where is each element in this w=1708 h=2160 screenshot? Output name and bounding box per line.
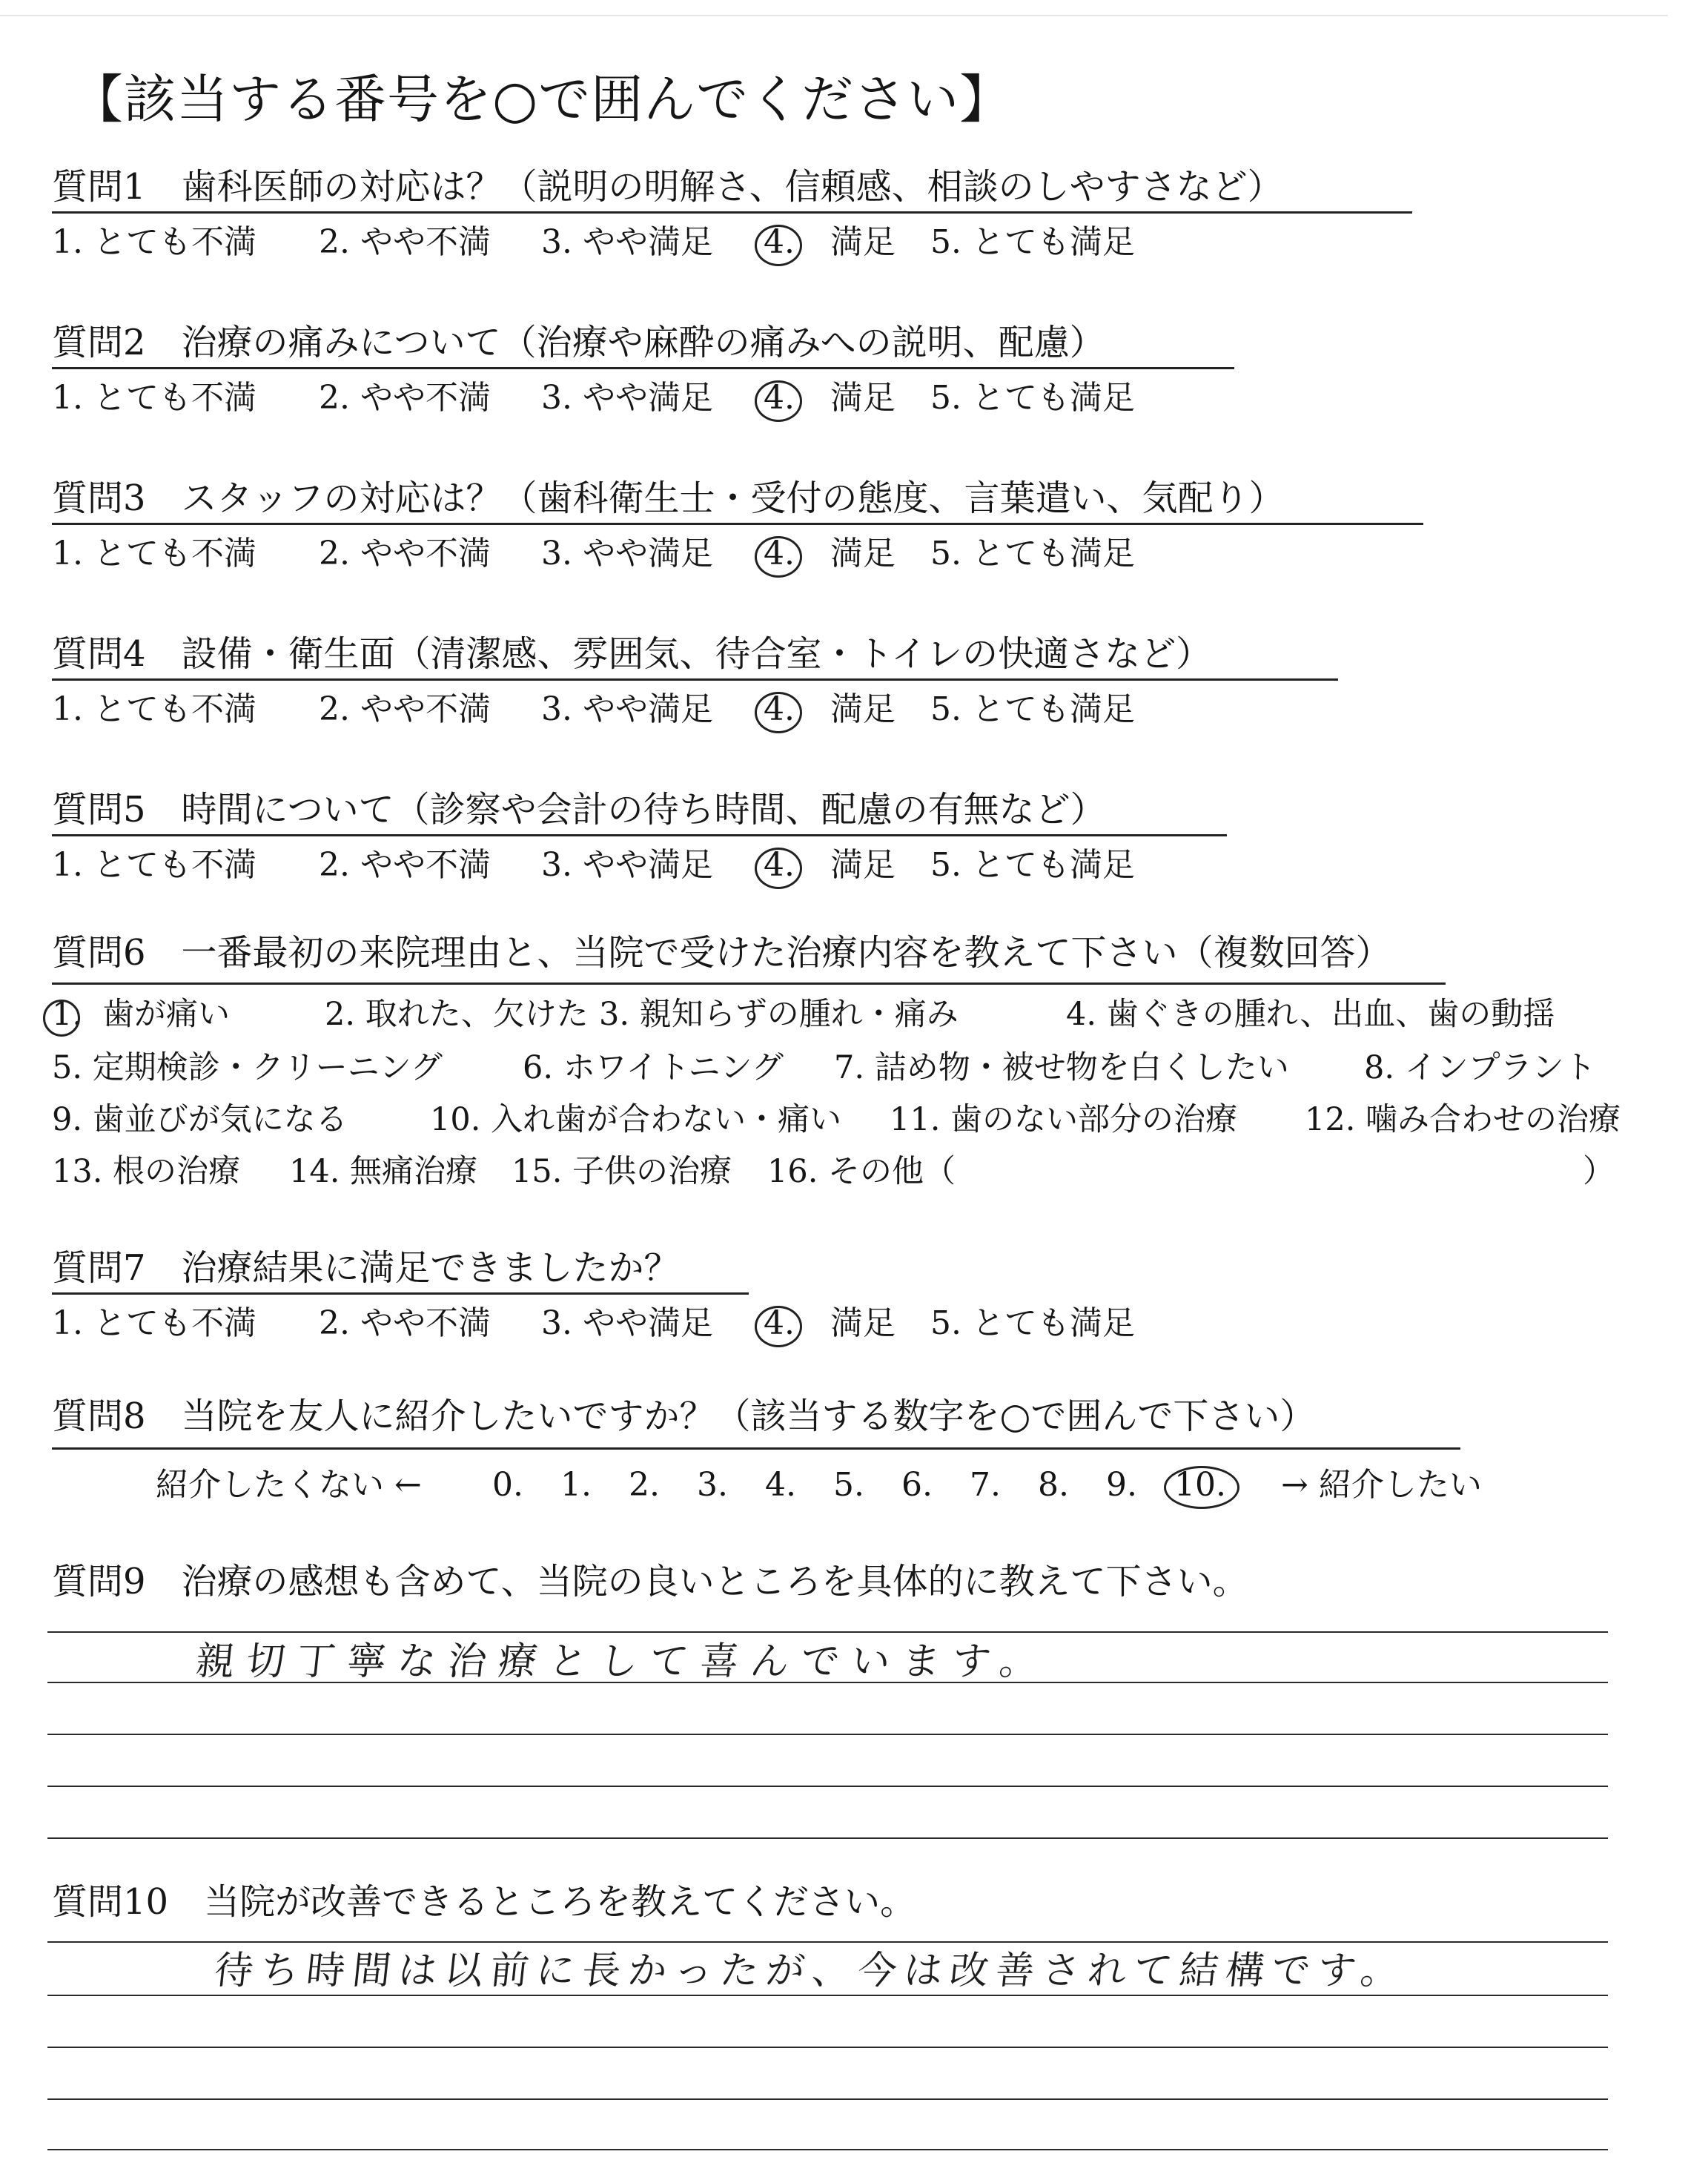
- q10-line-2: [47, 1995, 1608, 1996]
- q8-left-label: 紹介したくない ←: [156, 1466, 422, 1504]
- question-7-circle-mark: [755, 1306, 802, 1347]
- question-4-option-3[interactable]: 3. やや満足: [541, 690, 713, 728]
- question-3-option-4[interactable]: 4.: [764, 533, 830, 575]
- question-2-title: 質問2 治療の痛みについて（治療や麻酔の痛みへの説明、配慮）: [52, 322, 1105, 363]
- question-1-title: 質問1 歯科医師の対応は？（説明の明解さ、信頼感、相談のしやすさなど）: [52, 166, 1283, 208]
- q10-line-5: [47, 2149, 1608, 2150]
- question-8-underline: [52, 1447, 1460, 1450]
- q9-handwritten-answer[interactable]: 親切丁寧な治療として喜んでいます。: [193, 1639, 1053, 1684]
- q8-scale-7[interactable]: 7.: [970, 1466, 1001, 1504]
- q8-right-label: → 紹介したい: [1281, 1466, 1482, 1504]
- question-9-title: 質問9 治療の感想も含めて、当院の良いところを具体的に教えて下さい。: [52, 1561, 1248, 1602]
- q6-option-10[interactable]: 10. 入れ歯が合わない・痛い: [430, 1101, 842, 1138]
- q6-option-1-circle-mark: [43, 1000, 80, 1037]
- question-1-option-4[interactable]: 4.: [764, 222, 830, 263]
- question-4-option-4[interactable]: 4.: [764, 689, 830, 730]
- question-2-option-2[interactable]: 2. やや不満: [319, 379, 491, 417]
- q6-option-8[interactable]: 8. インプラント: [1364, 1049, 1596, 1086]
- question-7-option-4[interactable]: 満足: [830, 1304, 896, 1342]
- question-1-circle-mark: [755, 225, 802, 266]
- question-2-option-4[interactable]: 満足: [830, 379, 896, 417]
- q6-option-1[interactable]: [52, 994, 102, 1035]
- q8-scale-2[interactable]: 2.: [629, 1466, 660, 1504]
- question-3-option-3[interactable]: 3. やや満足: [541, 535, 713, 572]
- q6-option-4[interactable]: 4. 歯ぐきの腫れ、出血、歯の動揺: [1066, 996, 1555, 1033]
- q8-scale-9[interactable]: 9.: [1106, 1466, 1137, 1504]
- question-2-options: [52, 377, 1135, 419]
- q6-option-11[interactable]: 11. 歯のない部分の治療: [890, 1101, 1238, 1138]
- question-5-option-5[interactable]: 5. とても満足: [930, 846, 1135, 884]
- question-1-option-3[interactable]: 3. やや満足: [541, 223, 713, 261]
- question-5-underline: [52, 834, 1227, 836]
- q6-option-3[interactable]: 3. 親知らずの腫れ・痛み: [599, 996, 959, 1033]
- question-6-title: 質問6 一番最初の来院理由と、当院で受けた治療内容を教えて下さい（複数回答）: [52, 932, 1391, 974]
- top-rule: [0, 15, 1668, 16]
- page-header: 【該当する番号を○で囲んでください】: [71, 69, 1013, 130]
- question-7-options: [52, 1303, 1135, 1344]
- q8-scale-5[interactable]: 5.: [833, 1466, 864, 1504]
- question-1-underline: [52, 211, 1412, 214]
- q6-option-7[interactable]: 7. 詰め物・被せ物を白くしたい: [834, 1049, 1289, 1086]
- q6-row-1: [52, 994, 1555, 1035]
- question-3-option-2[interactable]: 2. やや不満: [319, 535, 491, 572]
- q6-option-1-label: 歯が痛い: [102, 996, 230, 1033]
- q8-scale-0[interactable]: 0.: [492, 1466, 523, 1504]
- q6-row-4: [52, 1151, 1615, 1192]
- question-3-option-1[interactable]: 1. とても不満: [52, 535, 256, 572]
- question-4-option-2[interactable]: 2. やや不満: [319, 690, 491, 728]
- question-4-circle-mark: [755, 692, 802, 733]
- question-4-underline: [52, 678, 1338, 681]
- question-7-option-3[interactable]: 3. やや満足: [541, 1304, 713, 1342]
- question-3-option-4[interactable]: 満足: [830, 535, 896, 572]
- question-6-underline: [52, 982, 1446, 985]
- question-7-underline: [52, 1292, 749, 1295]
- question-2-option-1[interactable]: 1. とても不満: [52, 379, 256, 417]
- q8-circle-mark: [1164, 1466, 1239, 1509]
- q8-scale-3[interactable]: 3.: [697, 1466, 728, 1504]
- q10-handwritten-answer[interactable]: 待ち時間は以前に長かったが、今は改善されて結構です。: [212, 1949, 1409, 1993]
- q8-scale: [156, 1464, 1482, 1506]
- question-2-option-3[interactable]: 3. やや満足: [541, 379, 713, 417]
- question-5-option-2[interactable]: 2. やや不満: [319, 846, 491, 884]
- question-5-option-1[interactable]: 1. とても不満: [52, 846, 256, 884]
- question-10-title: 質問10 当院が改善できるところを教えてください。: [52, 1881, 916, 1923]
- question-1-option-2[interactable]: 2. やや不満: [319, 223, 491, 261]
- q9-line-4: [47, 1786, 1608, 1787]
- question-8-title: 質問8 当院を友人に紹介したいですか？（該当する数字を○で囲んで下さい）: [52, 1396, 1316, 1437]
- q6-option-5[interactable]: 5. 定期検診・クリーニング: [52, 1049, 443, 1086]
- q6-option-12[interactable]: 12. 噛み合わせの治療: [1305, 1101, 1621, 1138]
- q10-line-3: [47, 2047, 1608, 2048]
- question-3-circle-mark: [755, 536, 802, 578]
- q8-scale-6[interactable]: 6.: [901, 1466, 933, 1504]
- question-3-options: [52, 533, 1135, 575]
- question-3-title: 質問3 スタッフの対応は？（歯科衛生士・受付の態度、言葉遣い、気配り）: [52, 478, 1285, 519]
- q6-other-close-paren: ）: [1583, 1153, 1615, 1190]
- question-2-option-4[interactable]: 4.: [764, 377, 830, 419]
- q6-option-6[interactable]: 6. ホワイトニング: [523, 1049, 784, 1086]
- q9-line-5: [47, 1837, 1608, 1839]
- question-7-option-5[interactable]: 5. とても満足: [930, 1304, 1135, 1342]
- question-3-underline: [52, 523, 1423, 525]
- q6-option-14[interactable]: 14. 無痛治療: [289, 1153, 478, 1190]
- question-7-option-4[interactable]: 4.: [764, 1303, 830, 1344]
- question-5-option-4[interactable]: 満足: [830, 846, 896, 884]
- question-1-option-1[interactable]: 1. とても不満: [52, 223, 256, 261]
- q6-option-1-number: 1.: [52, 996, 83, 1033]
- q6-option-9[interactable]: 9. 歯並びが気になる: [52, 1101, 348, 1138]
- question-4-option-4[interactable]: 満足: [830, 690, 896, 728]
- question-7-title: 質問7 治療結果に満足できましたか？: [52, 1247, 680, 1289]
- question-2-underline: [52, 367, 1234, 369]
- q6-row-2: [52, 1047, 1596, 1089]
- q8-scale-1[interactable]: 1.: [560, 1466, 592, 1504]
- question-4-option-1[interactable]: 1. とても不満: [52, 690, 256, 728]
- q8-scale-10[interactable]: 10.: [1174, 1464, 1271, 1506]
- question-5-option-4[interactable]: 4.: [764, 845, 830, 886]
- q6-option-15[interactable]: 15. 子供の治療: [512, 1153, 732, 1190]
- question-2-circle-mark: [755, 380, 802, 422]
- q6-option-2[interactable]: 2. 取れた、欠けた: [325, 996, 589, 1033]
- q9-line-3: [47, 1734, 1608, 1735]
- q8-scale-8[interactable]: 8.: [1038, 1466, 1069, 1504]
- question-1-options: [52, 222, 1135, 263]
- question-1-option-5[interactable]: 5. とても満足: [930, 223, 1135, 261]
- question-5-title: 質問5 時間について（診察や会計の待ち時間、配慮の有無など）: [52, 789, 1106, 830]
- q6-option-16[interactable]: 16. その他（: [767, 1153, 956, 1190]
- q10-line-4: [47, 2098, 1608, 2100]
- question-1-option-4[interactable]: 満足: [830, 223, 896, 261]
- question-7-option-1[interactable]: 1. とても不満: [52, 1304, 256, 1342]
- q6-row-3: [52, 1099, 1621, 1140]
- question-3-option-5[interactable]: 5. とても満足: [930, 535, 1135, 572]
- question-4-title: 質問4 設備・衛生面（清潔感、雰囲気、待合室・トイレの快適さなど）: [52, 633, 1212, 675]
- question-5-option-3[interactable]: 3. やや満足: [541, 846, 713, 884]
- question-7-option-2[interactable]: 2. やや不満: [319, 1304, 491, 1342]
- question-4-options: [52, 689, 1135, 730]
- question-5-circle-mark: [755, 848, 802, 889]
- question-4-option-5[interactable]: 5. とても満足: [930, 690, 1135, 728]
- question-5-options: [52, 845, 1135, 886]
- q8-scale-4[interactable]: 4.: [765, 1466, 796, 1504]
- question-2-option-5[interactable]: 5. とても満足: [930, 379, 1135, 417]
- q6-option-13[interactable]: 13. 根の治療: [52, 1153, 241, 1190]
